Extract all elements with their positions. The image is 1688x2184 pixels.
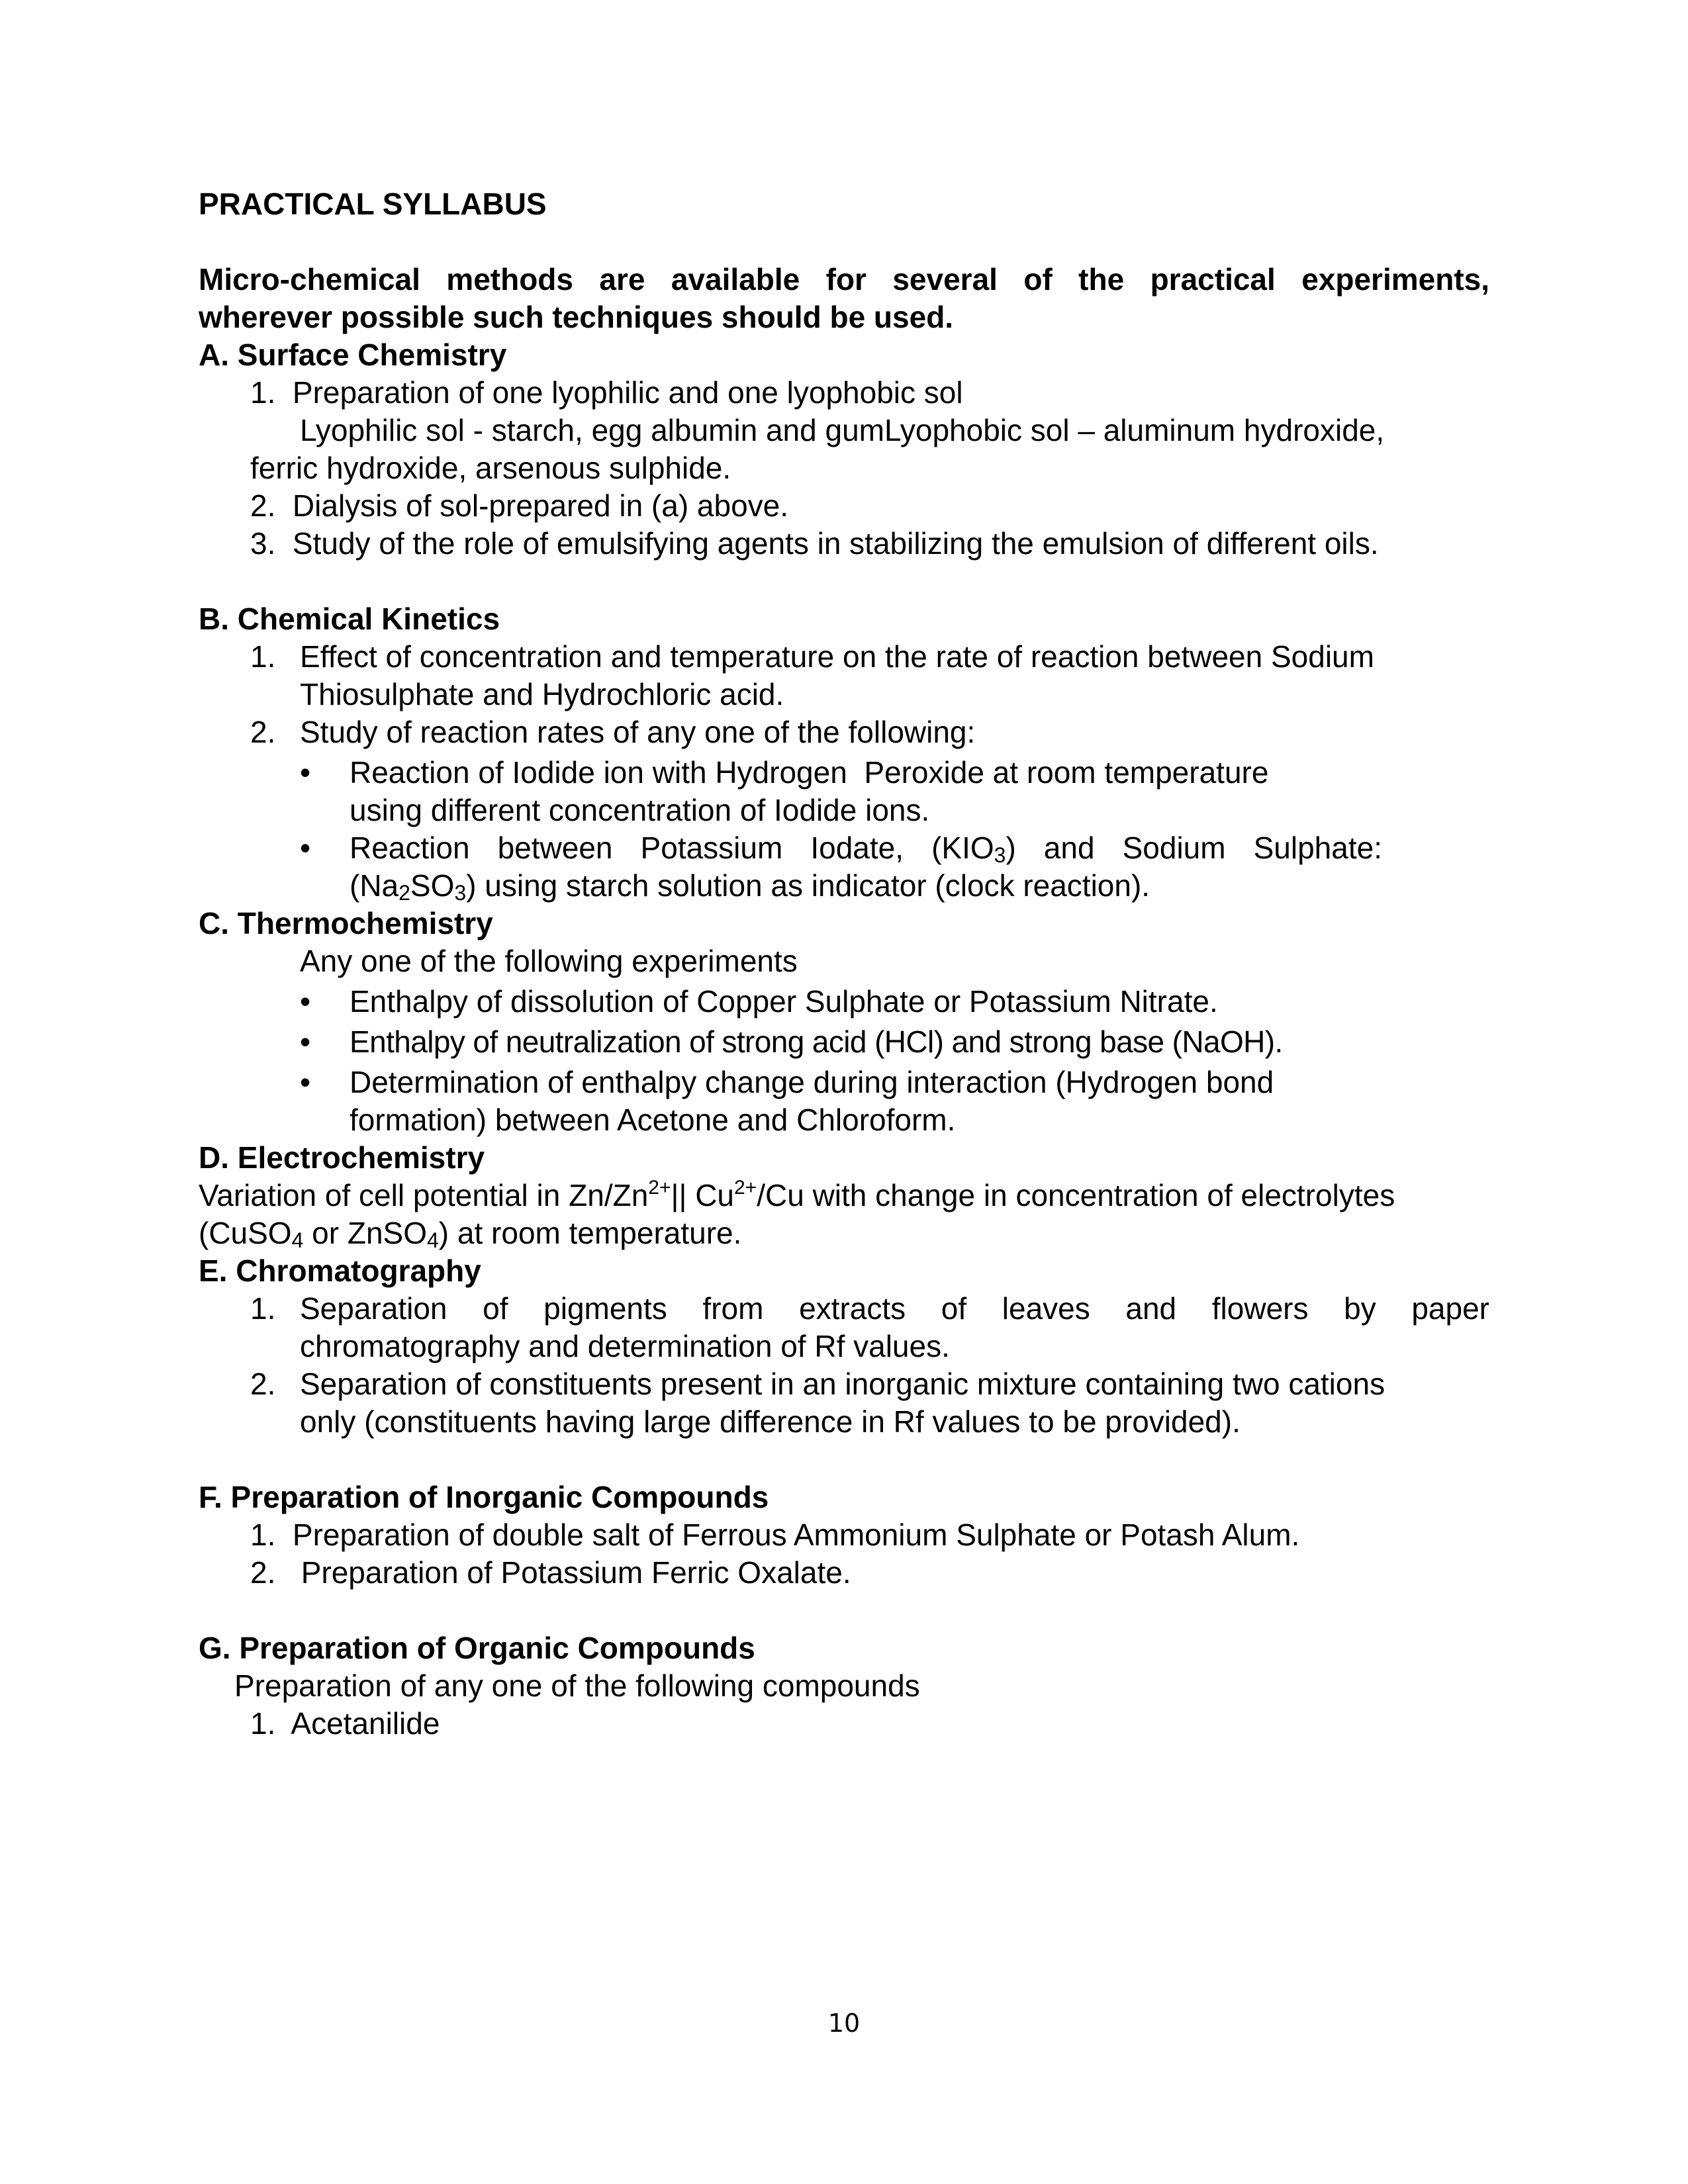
intro-line-1: Micro-chemical methods are available for several of the practical experiments,: [199, 262, 1489, 296]
section-b-item-1-cont: Thiosulphate and Hydrochloric acid.: [300, 677, 784, 711]
section-e-item-2: 2. Separation of constituents present in an inorganic mixture containing two cations only (constituents having large difference in Rf values to be provided).: [199, 1365, 1489, 1441]
section-d-line-2: (CuSO$_4$ or ZnSO$_4$) at room temperature.: [199, 1216, 742, 1252]
bullet-icon: •: [300, 755, 311, 790]
section-b-bullet-1: • Reaction of Iodide ion with Hydrogen Peroxide at room temperature using different concentration of Iodide ions.: [199, 754, 1489, 829]
bullet-icon: •: [300, 831, 311, 865]
section-e-heading: E. Chromatography: [199, 1253, 481, 1288]
intro-line-2: wherever possible such techniques should be used.: [199, 300, 954, 334]
section-a-item-1-detail-cont: ferric hydroxide, arsenous sulphide.: [250, 451, 731, 485]
section-c-bullet-2: • Enthalpy of neutralization of strong acid (HCl) and strong base (NaOH).: [199, 1023, 1489, 1061]
section-g-heading: G. Preparation of Organic Compounds: [199, 1631, 755, 1665]
section-a-heading: A. Surface Chemistry: [199, 338, 507, 372]
section-c-intro: Any one of the following experiments: [300, 944, 798, 978]
section-a-item-2: 2. Dialysis of sol-prepared in (a) above.: [250, 488, 789, 523]
list-number: 2.: [250, 715, 276, 749]
section-a-item-3: 3. Study of the role of emulsifying agents in stabilizing the emulsion of different oils.: [250, 526, 1379, 561]
section-b-bullet-2: • Reaction between Potassium Iodate, $(KIO_3)$ and Sodium Sulphate: $(Na_2SO_3)$ using starch solution as indicator (clock reaction).: [300, 831, 1382, 905]
section-b-item-2: 2. Study of reaction rates of any one of the following:: [199, 713, 1489, 751]
section-f-heading: F. Preparation of Inorganic Compounds: [199, 1480, 769, 1514]
section-a-item-1: 1. Preparation of one lyophilic and one lyophobic sol: [250, 375, 963, 410]
section-a-item-1-detail: Lyophilic sol - starch, egg albumin and gumLyophobic sol – aluminum hydroxide,: [300, 413, 1385, 447]
list-number: 2.: [250, 1367, 276, 1401]
section-b-heading: B. Chemical Kinetics: [199, 602, 500, 636]
section-g-intro: Preparation of any one of the following compounds: [234, 1668, 920, 1703]
list-number: 1.: [250, 1291, 276, 1326]
bullet-icon: •: [300, 1024, 311, 1059]
page-number: 10: [827, 2009, 861, 2038]
section-g-item-1: 1. Acetanilide: [250, 1706, 440, 1741]
section-c-bullet-3: • Determination of enthalpy change during interaction (Hydrogen bond formation) between Acetone and Chloroform.: [199, 1064, 1489, 1139]
section-d-heading: D. Electrochemistry: [199, 1140, 485, 1175]
section-f-item-2: 2. Preparation of Potassium Ferric Oxalate.: [250, 1555, 851, 1590]
document-page: [199, 185, 1489, 1743]
page-title: PRACTICAL SYLLABUS: [199, 187, 547, 221]
section-f-item-1: 1. Preparation of double salt of Ferrous Ammonium Sulphate or Potash Alum.: [250, 1518, 1300, 1552]
section-c-bullet-1: • Enthalpy of dissolution of Copper Sulphate or Potassium Nitrate.: [199, 983, 1489, 1021]
bullet-icon: •: [300, 1065, 311, 1099]
list-number: 1.: [250, 639, 276, 674]
bullet-icon: •: [300, 984, 311, 1019]
section-e-item-1: 1. Separation of pigments from extracts of leaves and flowers by paper chromatography and determination of Rf values.: [199, 1290, 1489, 1365]
section-b-item-1: 1. Effect of concentration and temperature on the rate of reaction between Sodium: [199, 638, 1489, 676]
section-d-line-1: Variation of cell potential in $Zn/Zn^{2+}||$ $Cu^{2+}/Cu$ with change in concentration of electrolytes: [199, 1177, 1395, 1212]
section-c-heading: C. Thermochemistry: [199, 906, 493, 940]
